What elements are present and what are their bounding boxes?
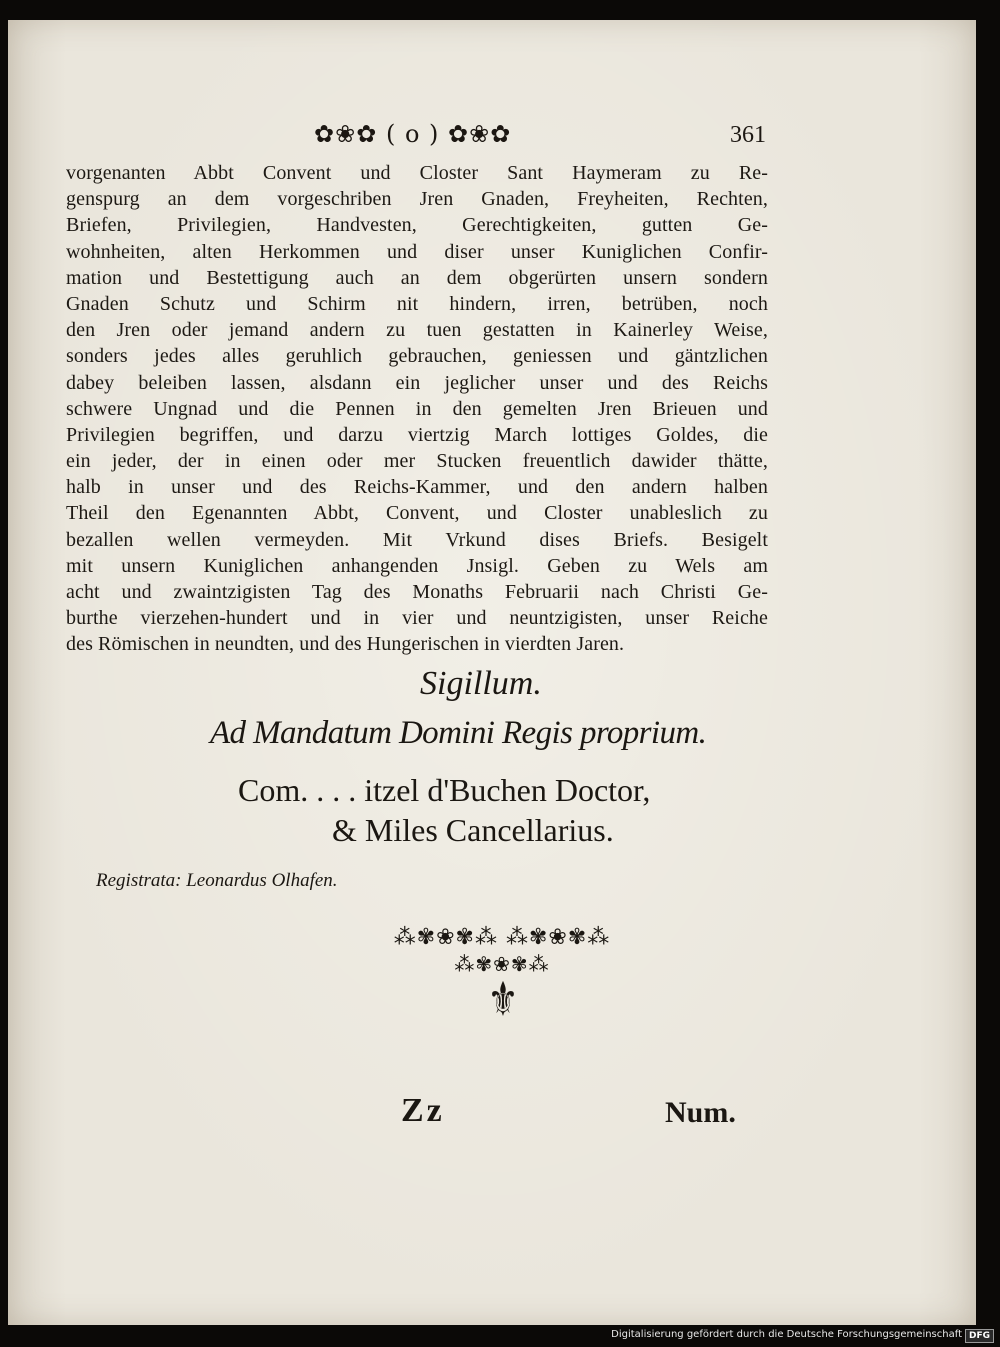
signature-mark: Zz xyxy=(401,1092,445,1129)
page-number: 361 xyxy=(730,122,766,148)
footer-bar xyxy=(0,1325,1000,1347)
text-line: ein jeder, der in einen oder mer Stucken freuentlich dawider thätte, xyxy=(66,450,768,473)
text-line: vorgenanten Abbt Convent und Closter Sant Haymeram zu Re- xyxy=(66,162,768,184)
text-line: schwere Ungnad und die Pennen in den gemelten Jren Brieuen und xyxy=(66,397,768,420)
text-line: wohnheiten, alten Herkommen und diser unser Kuniglichen Confir- xyxy=(66,240,768,263)
fleuron-icon: ⚜ xyxy=(487,972,519,1028)
text-line: Gnaden Schutz und Schirm nit hindern, irren, betrüben, noch xyxy=(66,292,768,315)
mandatum-line: Ad Mandatum Domini Regis proprium. xyxy=(210,715,707,751)
running-head xyxy=(8,120,976,152)
ornament-row: ⁂✾❀✾⁂ xyxy=(454,952,550,976)
tailpiece-ornament xyxy=(8,925,976,1028)
text-line: den Jren oder jemand andern zu tuen gestatten in Kainerley Weise, xyxy=(66,319,768,342)
text-line: halb in unser und des Reichs-Kammer, und den andern halben xyxy=(66,476,768,499)
funding-credit: Digitalisierung gefördert durch die Deutsche Forschungsgemeinschaft xyxy=(611,1329,962,1340)
text-line: acht und zwaintzigisten Tag des Monaths Februarii nach Christi Ge- xyxy=(66,581,768,603)
text-line: mation und Bestettigung auch an dem obgerürten unsern sondern xyxy=(66,266,768,289)
ornament-row: ⁂✾❀✾⁂ ⁂✾❀✾⁂ xyxy=(393,925,611,950)
text-line: des Römischen in neundten, und des Hungerischen in vierdten Jaren. xyxy=(66,633,625,656)
signatory-line-1: Com. . . . itzel d'Buchen Doctor, xyxy=(238,772,651,808)
text-line: Privilegien begriffen, und darzu viertzig March lottiges Goldes, die xyxy=(66,423,768,446)
running-head-ornament: ✿❀✿ ( o ) ✿❀✿ xyxy=(314,120,512,148)
text-line: genspurg an dem vorgeschriben Jren Gnaden, Freyheiten, Rechten, xyxy=(66,188,768,211)
catchword: Num. xyxy=(665,1096,736,1129)
dfg-logo: DFG xyxy=(965,1329,994,1343)
registrata-line: Registrata: Leonardus Olhafen. xyxy=(96,870,338,891)
text-line: Briefen, Privilegien, Handvesten, Gerechtigkeiten, gutten Ge- xyxy=(66,214,768,237)
text-line: burthe vierzehen-hundert und in vier und neuntzigisten, unser Reiche xyxy=(66,607,768,630)
text-line: bezallen wellen vermeyden. Mit Vrkund dises Briefs. Besigelt xyxy=(66,528,768,551)
text-line: Theil den Egenannten Abbt, Convent, und Closter unableslich zu xyxy=(66,502,768,525)
signatory-line-2: & Miles Cancellarius. xyxy=(332,812,614,848)
body-text xyxy=(66,160,768,658)
scanned-page xyxy=(8,20,976,1325)
text-line: dabey beleiben lassen, alsdann ein jeglicher unser und des Reichs xyxy=(66,371,768,394)
text-line: mit unsern Kuniglichen anhangenden Jnsigl. Geben zu Wels am xyxy=(66,554,768,577)
sigillum-heading: Sigillum. xyxy=(420,665,542,702)
text-line: sonders jedes alles geruhlich gebrauchen, geniessen und gäntzlichen xyxy=(66,345,768,368)
